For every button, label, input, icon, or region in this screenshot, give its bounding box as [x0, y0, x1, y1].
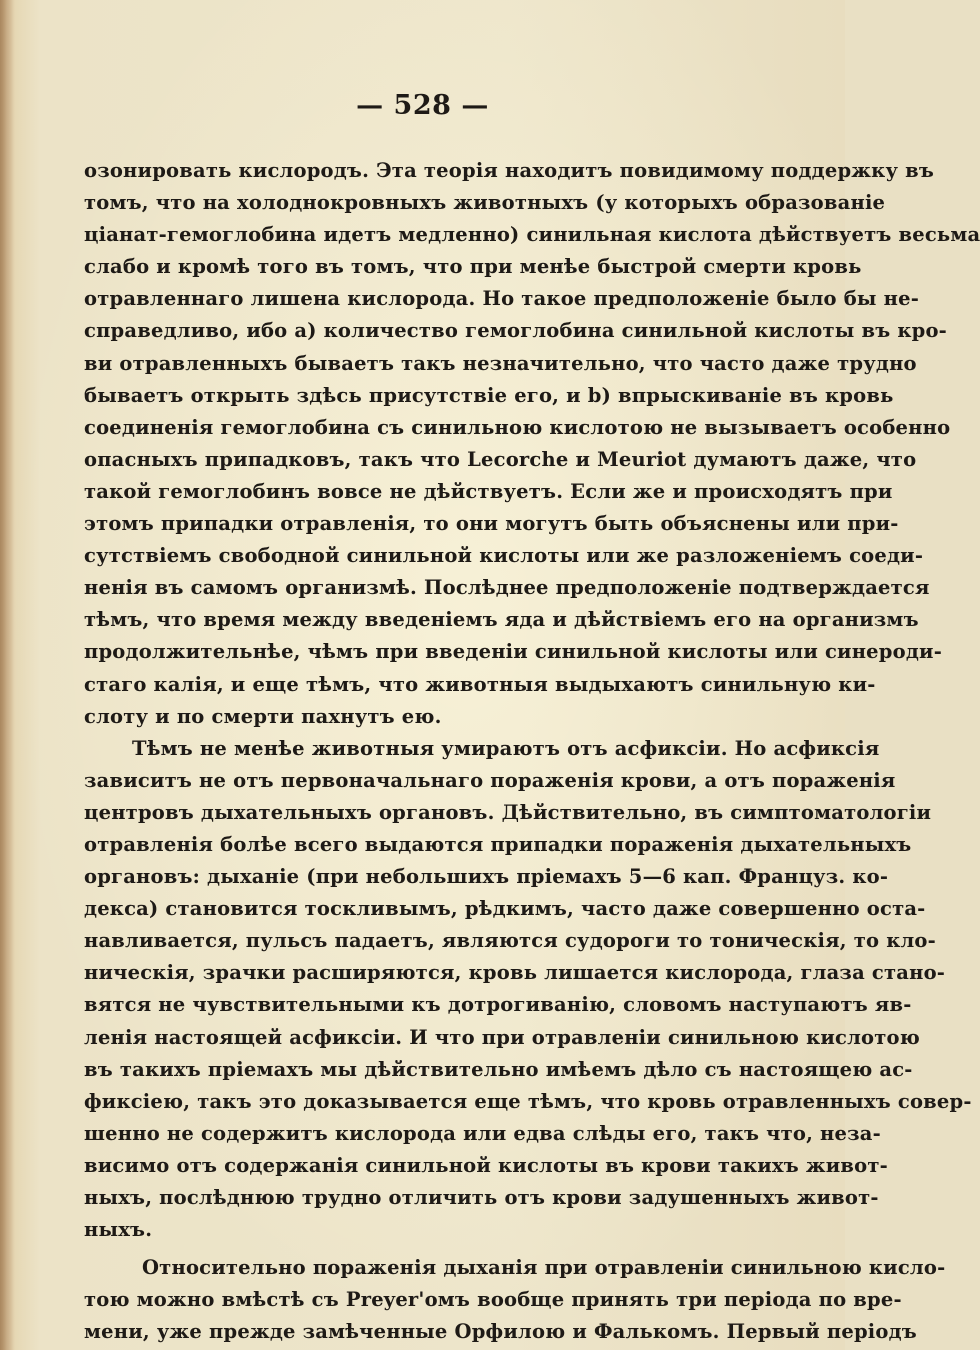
text-line: опасныхъ припадковъ, такъ что Lecorche и Meuriot думаютъ даже, что [84, 447, 917, 471]
text-line: томъ, что на холоднокровныхъ животныхъ (у которыхъ образованіе [84, 191, 886, 215]
paragraph-3 [84, 1252, 946, 1348]
text-line: мени, уже прежде замѣченные Орфилою и Фалькомъ. Первый періодъ [84, 1320, 917, 1344]
text-line: органовъ: дыханіе (при небольшихъ пріемахъ 5—6 кап. Француз. ко- [84, 865, 889, 889]
text-line: слабо и кромѣ того въ томъ, что при менѣе быстрой смерти кровь [84, 255, 862, 279]
text-line: сутствіемъ свободной синильной кислоты или же разложеніемъ соеди- [84, 544, 924, 568]
text-line: ненія въ самомъ организмѣ. Послѣднее предположеніе подтверждается [84, 576, 930, 600]
text-line: тѣмъ, что время между введеніемъ яда и дѣйствіемъ его на организмъ [84, 608, 919, 632]
text-line: центровъ дыхательныхъ органовъ. Дѣйствительно, въ симптоматологіи [84, 800, 932, 824]
text-line: ныхъ. [84, 1218, 153, 1242]
body-text [84, 155, 980, 1348]
text-line: зависитъ не отъ первоначальнаго пораженія крови, а отъ пораженія [84, 768, 896, 792]
text-line: соединенія гемоглобина съ синильною кислотою не вызываетъ особенно [84, 415, 951, 439]
paragraph-1 [84, 155, 980, 733]
text-line: вятся не чувствительными къ дотрогиванію, словомъ наступаютъ яв- [84, 993, 912, 1017]
text-line: этомъ припадки отравленія, то они могутъ быть объяснены или при- [84, 512, 899, 536]
text-line: декса) становится тоскливымъ, рѣдкимъ, часто даже совершенно оста- [84, 897, 926, 921]
text-line: фиксіею, такъ это доказывается еще тѣмъ, что кровь отравленныхъ совер- [84, 1089, 972, 1113]
text-line: Тѣмъ не менѣе животныя умираютъ отъ асфиксіи. Но асфиксія [132, 736, 880, 760]
text-line: висимо отъ содержанія синильной кислоты въ крови такихъ живот- [84, 1153, 888, 1177]
text-line: отравленнаго лишена кислорода. Но такое предположеніе было бы не- [84, 287, 920, 311]
text-line: ви отравленныхъ бываетъ такъ незначительно, что часто даже трудно [84, 351, 917, 375]
spine-shadow [0, 0, 14, 1350]
text-line: отравленія болѣе всего выдаются припадки пораженія дыхательныхъ [84, 832, 912, 856]
text-line: навливается, пульсъ падаетъ, являются судороги то тоническія, то кло- [84, 929, 936, 953]
text-line: ническія, зрачки расширяются, кровь лишается кислорода, глаза стано- [84, 961, 946, 985]
page-number: — 528 — [356, 90, 489, 121]
text-line: ныхъ, послѣднюю трудно отличить отъ крови задушенныхъ живот- [84, 1186, 879, 1209]
text-line: въ такихъ пріемахъ мы дѣйствительно имѣемъ дѣло съ настоящею ас- [84, 1057, 913, 1081]
text-line: Относительно пораженія дыханія при отравленіи синильною кисло- [142, 1256, 946, 1280]
text-line: продолжительнѣе, чѣмъ при введеніи синильной кислоты или синероди- [84, 640, 942, 664]
paragraph-2 [84, 733, 972, 1247]
text-line: ціанат-гемоглобина идетъ медленно) синильная кислота дѣйствуетъ весьма [84, 223, 980, 247]
text-line: справедливо, ибо а) количество гемоглобина синильной кислоты въ кро- [84, 319, 947, 343]
text-line: тою можно вмѣстѣ съ Preyer'омъ вообще принять три періода по вре- [84, 1288, 902, 1312]
text-line: такой гемоглобинъ вовсе не дѣйствуетъ. Если же и происходятъ при [84, 479, 893, 503]
text-line: бываетъ открыть здѣсь присутствіе его, и b) впрыскиваніе въ кровь [84, 383, 894, 407]
text-line: шенно не содержитъ кислорода или едва слѣды его, такъ что, неза- [84, 1121, 881, 1145]
text-line: слоту и по смерти пахнутъ ею. [84, 704, 442, 728]
text-line: стаго калія, и еще тѣмъ, что животныя выдыхаютъ синильную ки- [84, 672, 876, 696]
text-line: ленія настоящей асфиксіи. И что при отравленіи синильною кислотою [84, 1025, 920, 1049]
text-line: озонировать кислородъ. Эта теорія находитъ повидимому поддержку въ [84, 159, 935, 182]
